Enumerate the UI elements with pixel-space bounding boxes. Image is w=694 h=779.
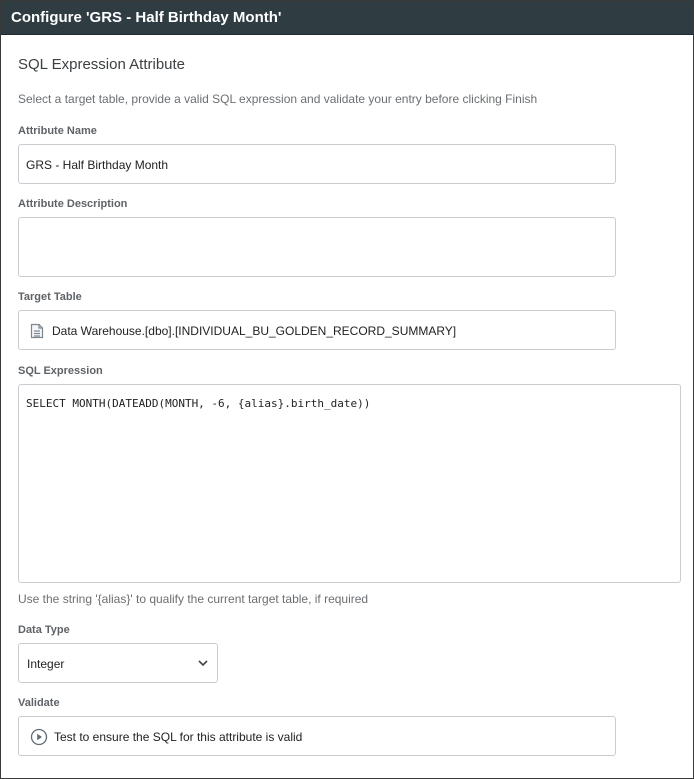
attribute-description-label: Attribute Description [18, 198, 128, 210]
database-table-icon [30, 323, 44, 339]
sql-expression-hint: Use the string '{alias}' to qualify the current target table, if required [18, 592, 369, 606]
data-type-label: Data Type [18, 624, 70, 636]
data-type-selected-value: Integer [27, 657, 65, 671]
dialog-title: Configure 'GRS - Half Birthday Month' [11, 9, 282, 26]
validate-label: Validate [18, 697, 60, 709]
target-table-label: Target Table [18, 291, 82, 303]
validate-button-label: Test to ensure the SQL for this attribute is valid [54, 730, 303, 744]
sql-expression-code: SELECT MONTH(DATEADD(MONTH, -6, {alias}.birth_date)) [26, 397, 371, 410]
sql-expression-editor[interactable] [18, 384, 681, 583]
play-circle-icon [30, 728, 48, 746]
attribute-name-value: GRS - Half Birthday Month [26, 158, 169, 172]
target-table-field[interactable] [18, 310, 616, 350]
validate-button[interactable] [18, 716, 616, 756]
attribute-description-input[interactable] [18, 217, 616, 277]
chevron-down-icon [197, 657, 209, 669]
sql-expression-label: SQL Expression [18, 365, 103, 377]
target-table-value: Data Warehouse.[dbo].[INDIVIDUAL_BU_GOLDEN_RECORD_SUMMARY] [52, 324, 457, 338]
attribute-name-label: Attribute Name [18, 125, 97, 137]
data-type-select[interactable] [18, 643, 218, 683]
attribute-name-input[interactable] [18, 144, 616, 184]
form-instructions: Select a target table, provide a valid SQL expression and validate your entry before clicking Finish [18, 92, 538, 106]
form-heading: SQL Expression Attribute [18, 56, 186, 73]
dialog-titlebar [1, 1, 693, 35]
